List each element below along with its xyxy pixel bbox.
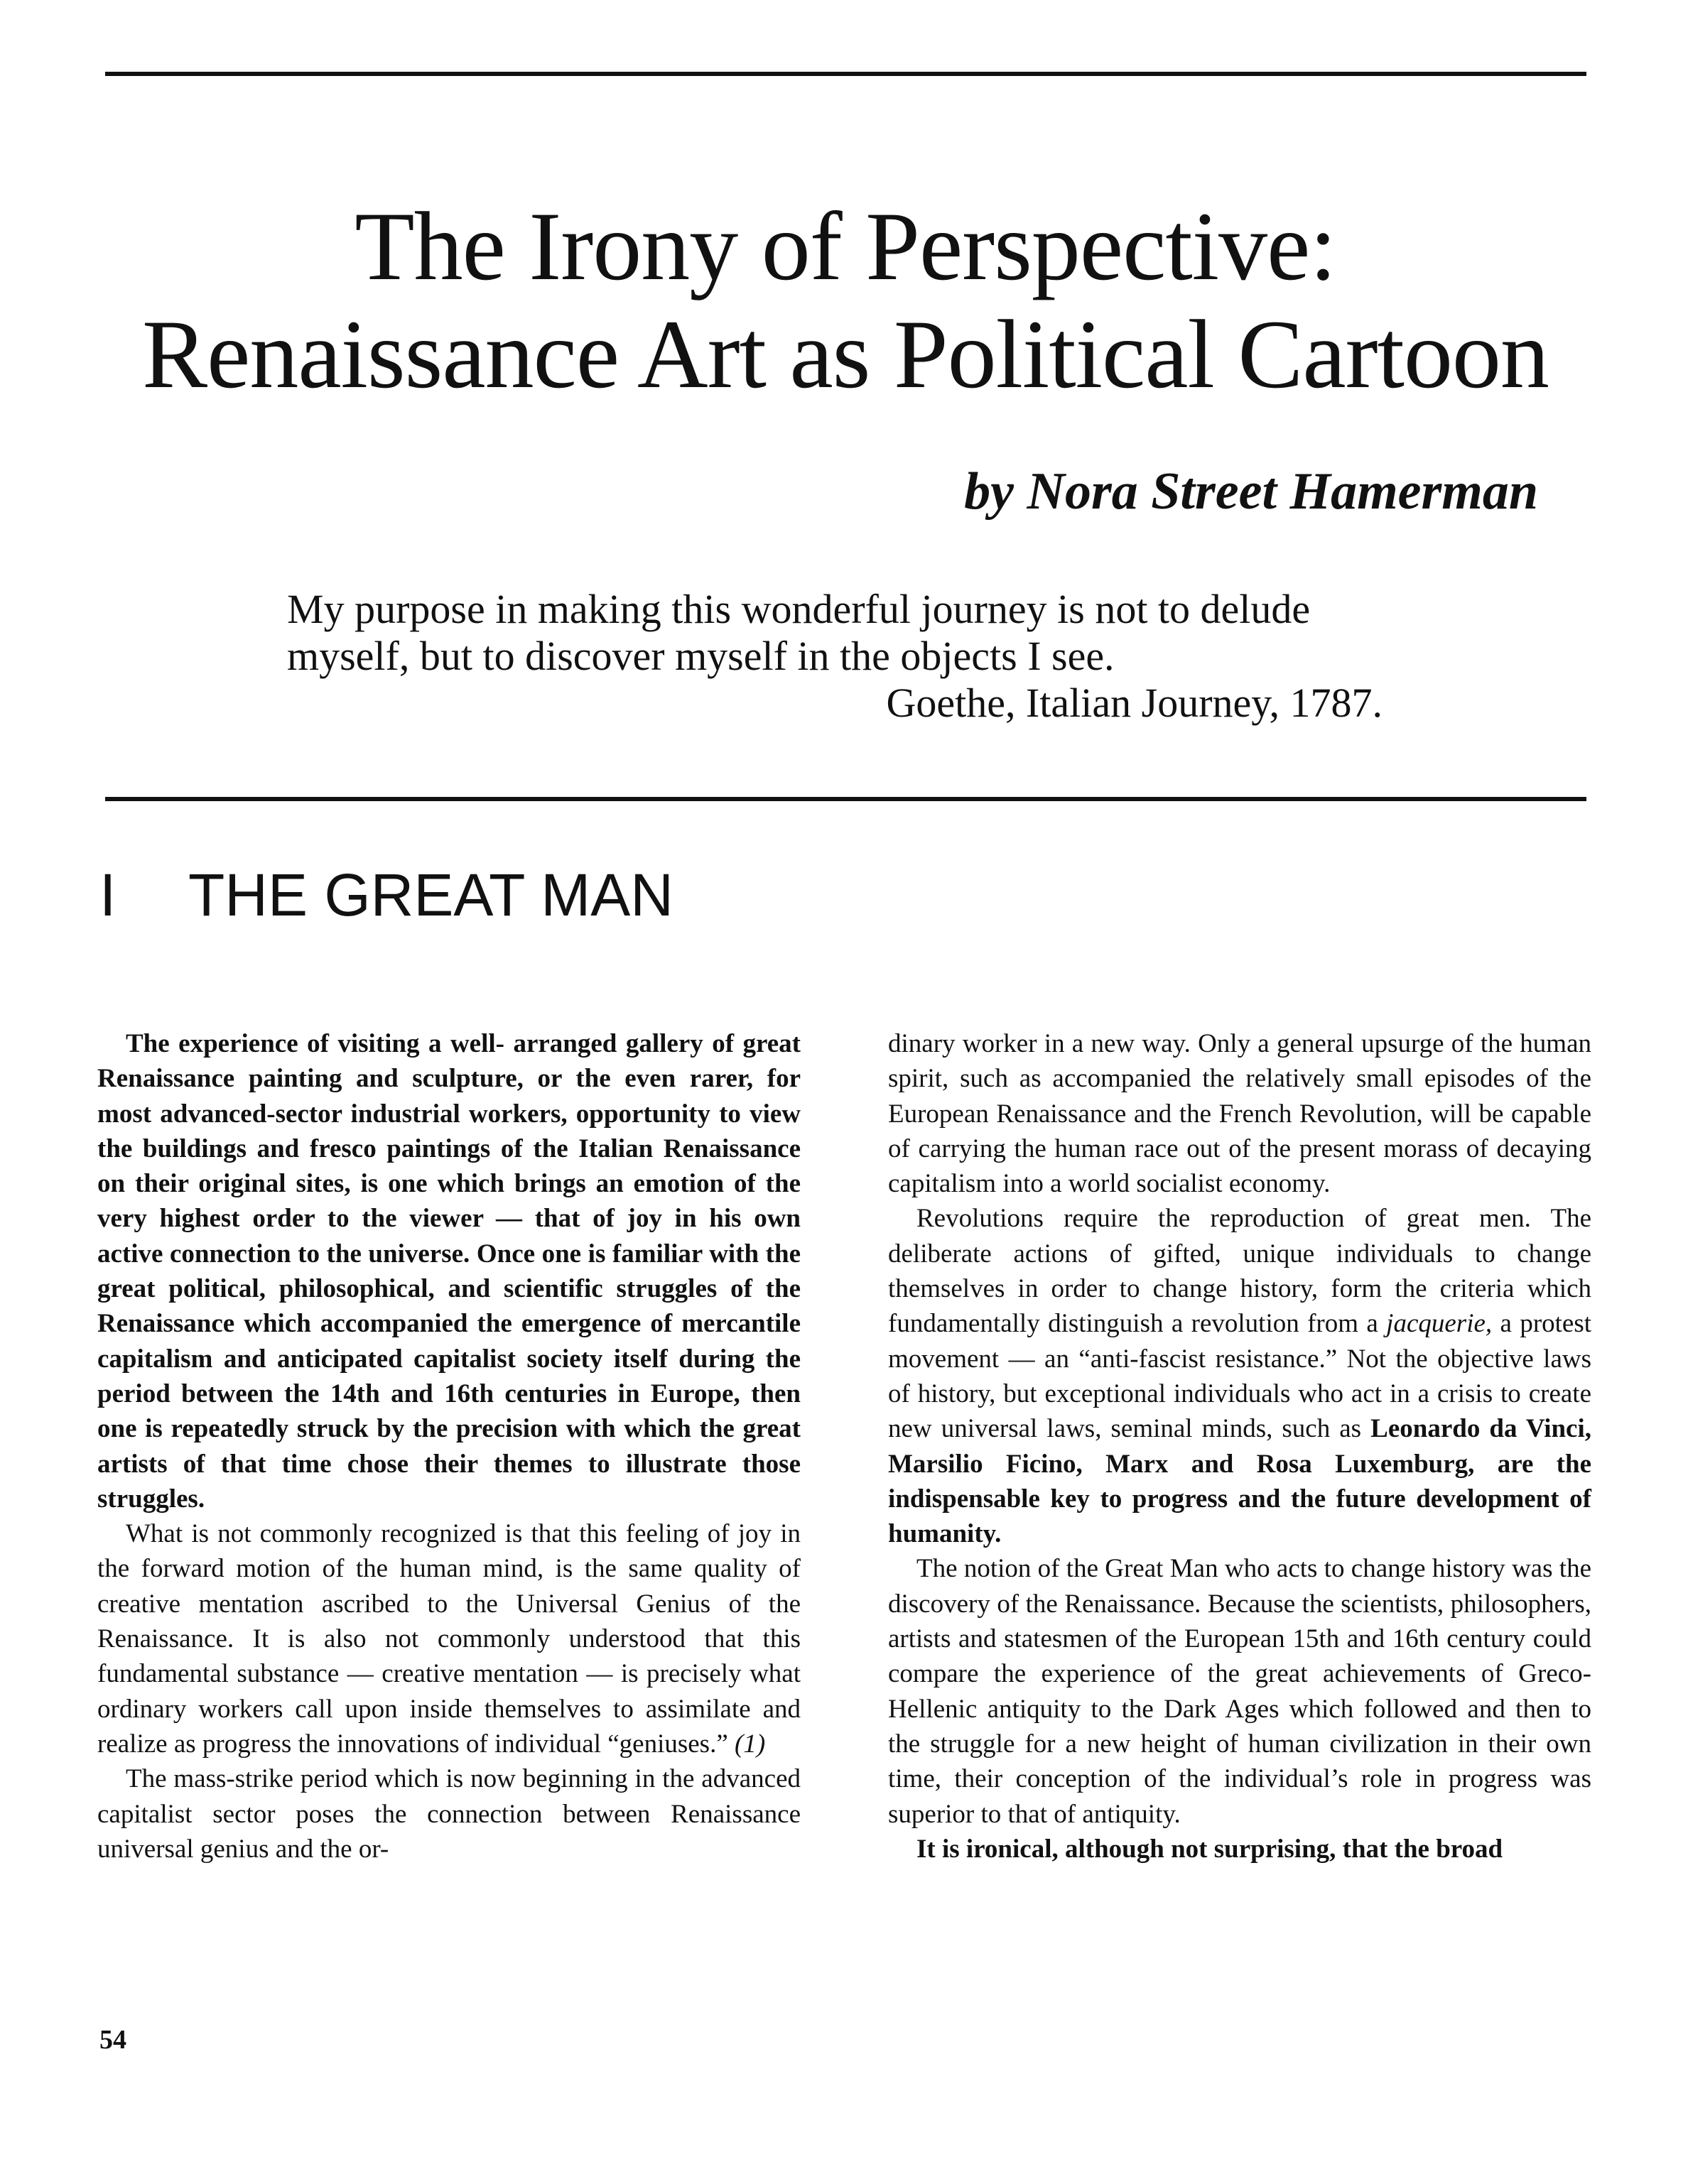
paragraph-text: a protest movement — an “anti-fascist resistance.” Not the objective laws of history, but exceptional individuals who act in a crisis to create new universal laws, seminal minds, such as — [888, 1309, 1592, 1444]
page-number: 54 — [99, 2025, 126, 2055]
epigraph — [287, 586, 1424, 727]
epigraph-source: Goethe, Italian Journey, 1787. — [886, 680, 1383, 726]
paragraph: The experience of visiting a well- arranged gallery of great Renaissance painting and sculpture, or the even rarer, for most advanced-sector industrial workers, opportunity to view the buildings and fresco paintings of the Italian Renaissance on their original sites, is one which brings an emotion of the very highest order to the viewer — that of joy in his own active connection to the universe. Once one is familiar with the great political, philosophical, and scientific struggles of the Renaissance which accompanied the emergence of mercantile capitalism and anticipated capitalist society itself during the period between the 14th and 16th centuries in Europe, then one is repeatedly struck by the precision with which the great artists of that time chose their themes to illustrate those struggles. — [97, 1029, 801, 1514]
paragraph: dinary worker in a new way. Only a general upsurge of the human spirit, such as accompanied the relatively small episodes of the European Renaissance and the French Revolution, will be capable of carrying the human race out of the present morass of decaying capitalism into a world socialist economy. — [888, 1029, 1591, 1199]
left-column — [97, 1026, 801, 1867]
section-heading — [99, 861, 673, 930]
paragraph — [97, 1516, 801, 1761]
section-title: THE GREAT MAN — [188, 862, 673, 928]
paragraph-text: What is not commonly recognized is that this feeling of joy in the forward motion of the human mind, is the same quality of creative mentation ascribed to the Universal Genius of the Renaissance. It is also not commonly understood that this fundamental substance — creative mentation — is precisely what ordinary workers call upon inside themselves to assimilate and realize as progress the innovations of individual “geniuses.” — [97, 1519, 801, 1759]
article-title-line-1: The Irony of Perspective: — [355, 192, 1336, 300]
section-rule — [105, 797, 1586, 801]
top-rule — [105, 72, 1586, 76]
paragraph: It is ironical, although not surprising, that the broad — [916, 1834, 1503, 1864]
bold-text: Leonardo da Vinci, Marsilio Ficino, Marx and Rosa Luxemburg, are the indispensable key to progress and the future development of humanity. — [888, 1414, 1592, 1549]
paragraph — [888, 1201, 1591, 1551]
paragraph: The notion of the Great Man who acts to change history was the discovery of the Renaissance. Because the scientists, philosophers, artists and statesmen of the European 15th and 16th century could compare the experience of the great achievements of Greco-Hellenic antiquity to the Dark Ages which followed and then to the struggle for a new height of human civilization in their own time, their conception of the individual’s role in progress was superior to that of antiquity. — [888, 1554, 1591, 1829]
article-title-line-2: Renaissance Art as Political Cartoon — [142, 300, 1549, 408]
italic-term: jacquerie, — [1386, 1309, 1493, 1339]
footnote-ref: (1) — [735, 1729, 766, 1759]
section-number: I — [99, 862, 117, 928]
right-column — [888, 1026, 1591, 1867]
byline: by Nora Street Hamerman — [964, 462, 1538, 521]
epigraph-text: My purpose in making this wonderful journey is not to delude myself, but to discover myself in the objects I see. — [287, 586, 1311, 679]
paragraph: The mass-strike period which is now beginning in the advanced capitalist sector poses the connection between Renaissance universal genius and the or- — [97, 1764, 801, 1864]
paragraph-text: Revolutions require the reproduction of great men. The deliberate actions of gifted, unique individuals to change themselves in order to change history, form the criteria which fundamentally distinguish a revolution from a — [888, 1204, 1591, 1339]
